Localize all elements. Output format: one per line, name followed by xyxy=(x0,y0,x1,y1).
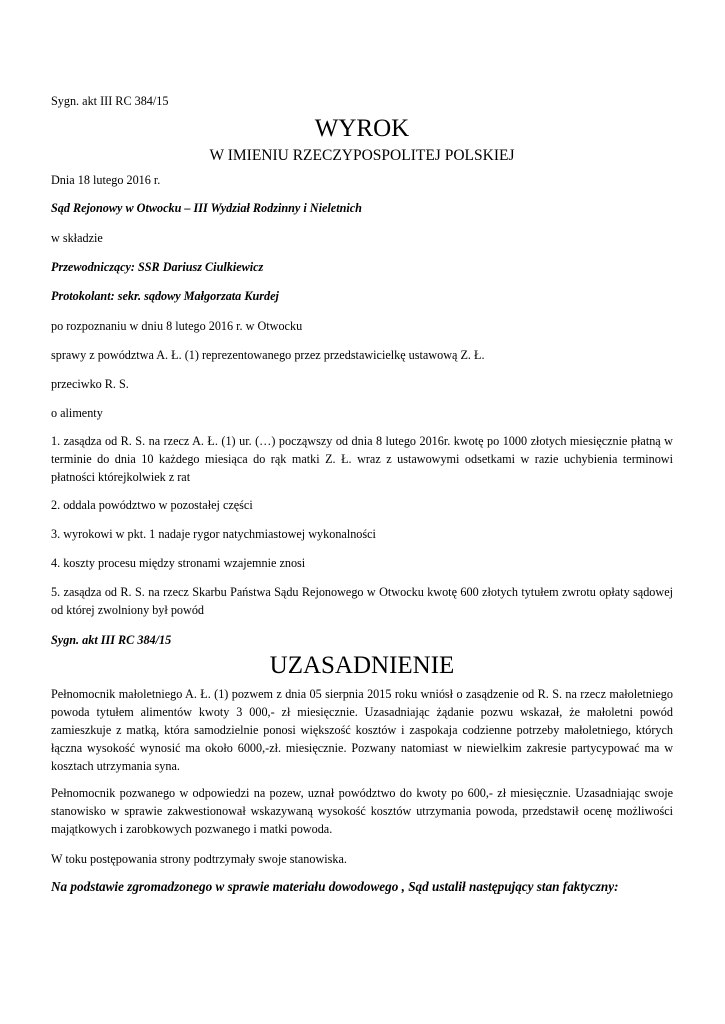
verdict-item-5: 5. zasądza od R. S. na rzecz Skarbu Państwa Sądu Rejonowego w Otwocku kwotę 600 złotych tytułem zwrotu opłaty sądowej od której zwolniony był powód xyxy=(51,585,673,617)
verdict-item-1: 1. zasądza od R. S. na rzecz A. Ł. (1) ur. (…) począwszy od dnia 8 lutego 2016r. kwotę po 1000 złotych miesięcznie płatną w terminie do dnia 10 każdego miesiąca do rąk matki Z. Ł. wraz z ustawowymi odsetkami w razie uchybienia terminowi płatności którejkolwiek z rat xyxy=(51,434,673,484)
case-subject: o alimenty xyxy=(51,406,103,420)
verdict-item-4: 4. koszty procesu między stronami wzajemnie znosi xyxy=(51,556,306,570)
case-description: sprawy z powództwa A. Ł. (1) reprezentowanego przez przedstawicielkę ustawową Z. Ł. xyxy=(51,348,485,362)
case-signature: Sygn. akt III RC 384/15 xyxy=(51,94,169,108)
court-clerk: Protokolant: sekr. sądowy Małgorzata Kurdej xyxy=(51,289,279,303)
defendant: przeciwko R. S. xyxy=(51,377,129,391)
verdict-item-3: 3. wyrokowi w pkt. 1 nadaje rygor natychmiastowej wykonalności xyxy=(51,527,376,541)
justification-paragraph-2: Pełnomocnik pozwanego w odpowiedzi na pozew, uznał powództwo do kwoty po 600,- zł miesięcznie. Uzasadniając swoje stanowisko w sprawie zakwestionował wskazywaną wysokość kosztów utrzymania powoda, przedstawił ocenę możliwości majątkowych i zarobkowych pozwanego i matki powoda. xyxy=(51,786,673,836)
findings-heading: Na podstawie zgromadzonego w sprawie materiału dowodowego , Sąd ustalił następujący stan faktyczny: xyxy=(51,879,619,894)
justification-signature: Sygn. akt III RC 384/15 xyxy=(51,633,172,647)
presiding-judge: Przewodniczący: SSR Dariusz Ciulkiewicz xyxy=(51,260,264,274)
verdict-title: WYROK xyxy=(314,115,410,142)
justification-title: UZASADNIENIE xyxy=(269,652,455,679)
justification-paragraph-3: W toku postępowania strony podtrzymały swoje stanowiska. xyxy=(51,852,347,866)
justification-paragraph-1: Pełnomocnik małoletniego A. Ł. (1) pozwem z dnia 05 sierpnia 2015 roku wniósł o zasądzenie od R. S. na rzecz małoletniego powoda tytułem alimentów kwoty 3 000,- zł miesięcznie. Uzasadniając żądanie pozwu wskazał, że małoletni powód zamieszkuje z matką, która samodzielnie ponosi większość kosztów i zaspokaja codzienne potrzeby małoletniego, których łączna wysokość wynosić ma około 6000,-zł. miesięcznie. Pozwany natomiast w niewielkim zakresie partycypować ma w kosztach utrzymania syna. xyxy=(51,687,673,773)
verdict-date: Dnia 18 lutego 2016 r. xyxy=(51,173,161,187)
hearing-info: po rozpoznaniu w dniu 8 lutego 2016 r. w Otwocku xyxy=(51,319,303,333)
verdict-subtitle: W IMIENIU RZECZYPOSPOLITEJ POLSKIEJ xyxy=(209,147,515,164)
verdict-item-2: 2. oddala powództwo w pozostałej części xyxy=(51,498,253,512)
court-composition: w składzie xyxy=(51,231,103,245)
court-name: Sąd Rejonowy w Otwocku – III Wydział Rodzinny i Nieletnich xyxy=(51,201,362,215)
